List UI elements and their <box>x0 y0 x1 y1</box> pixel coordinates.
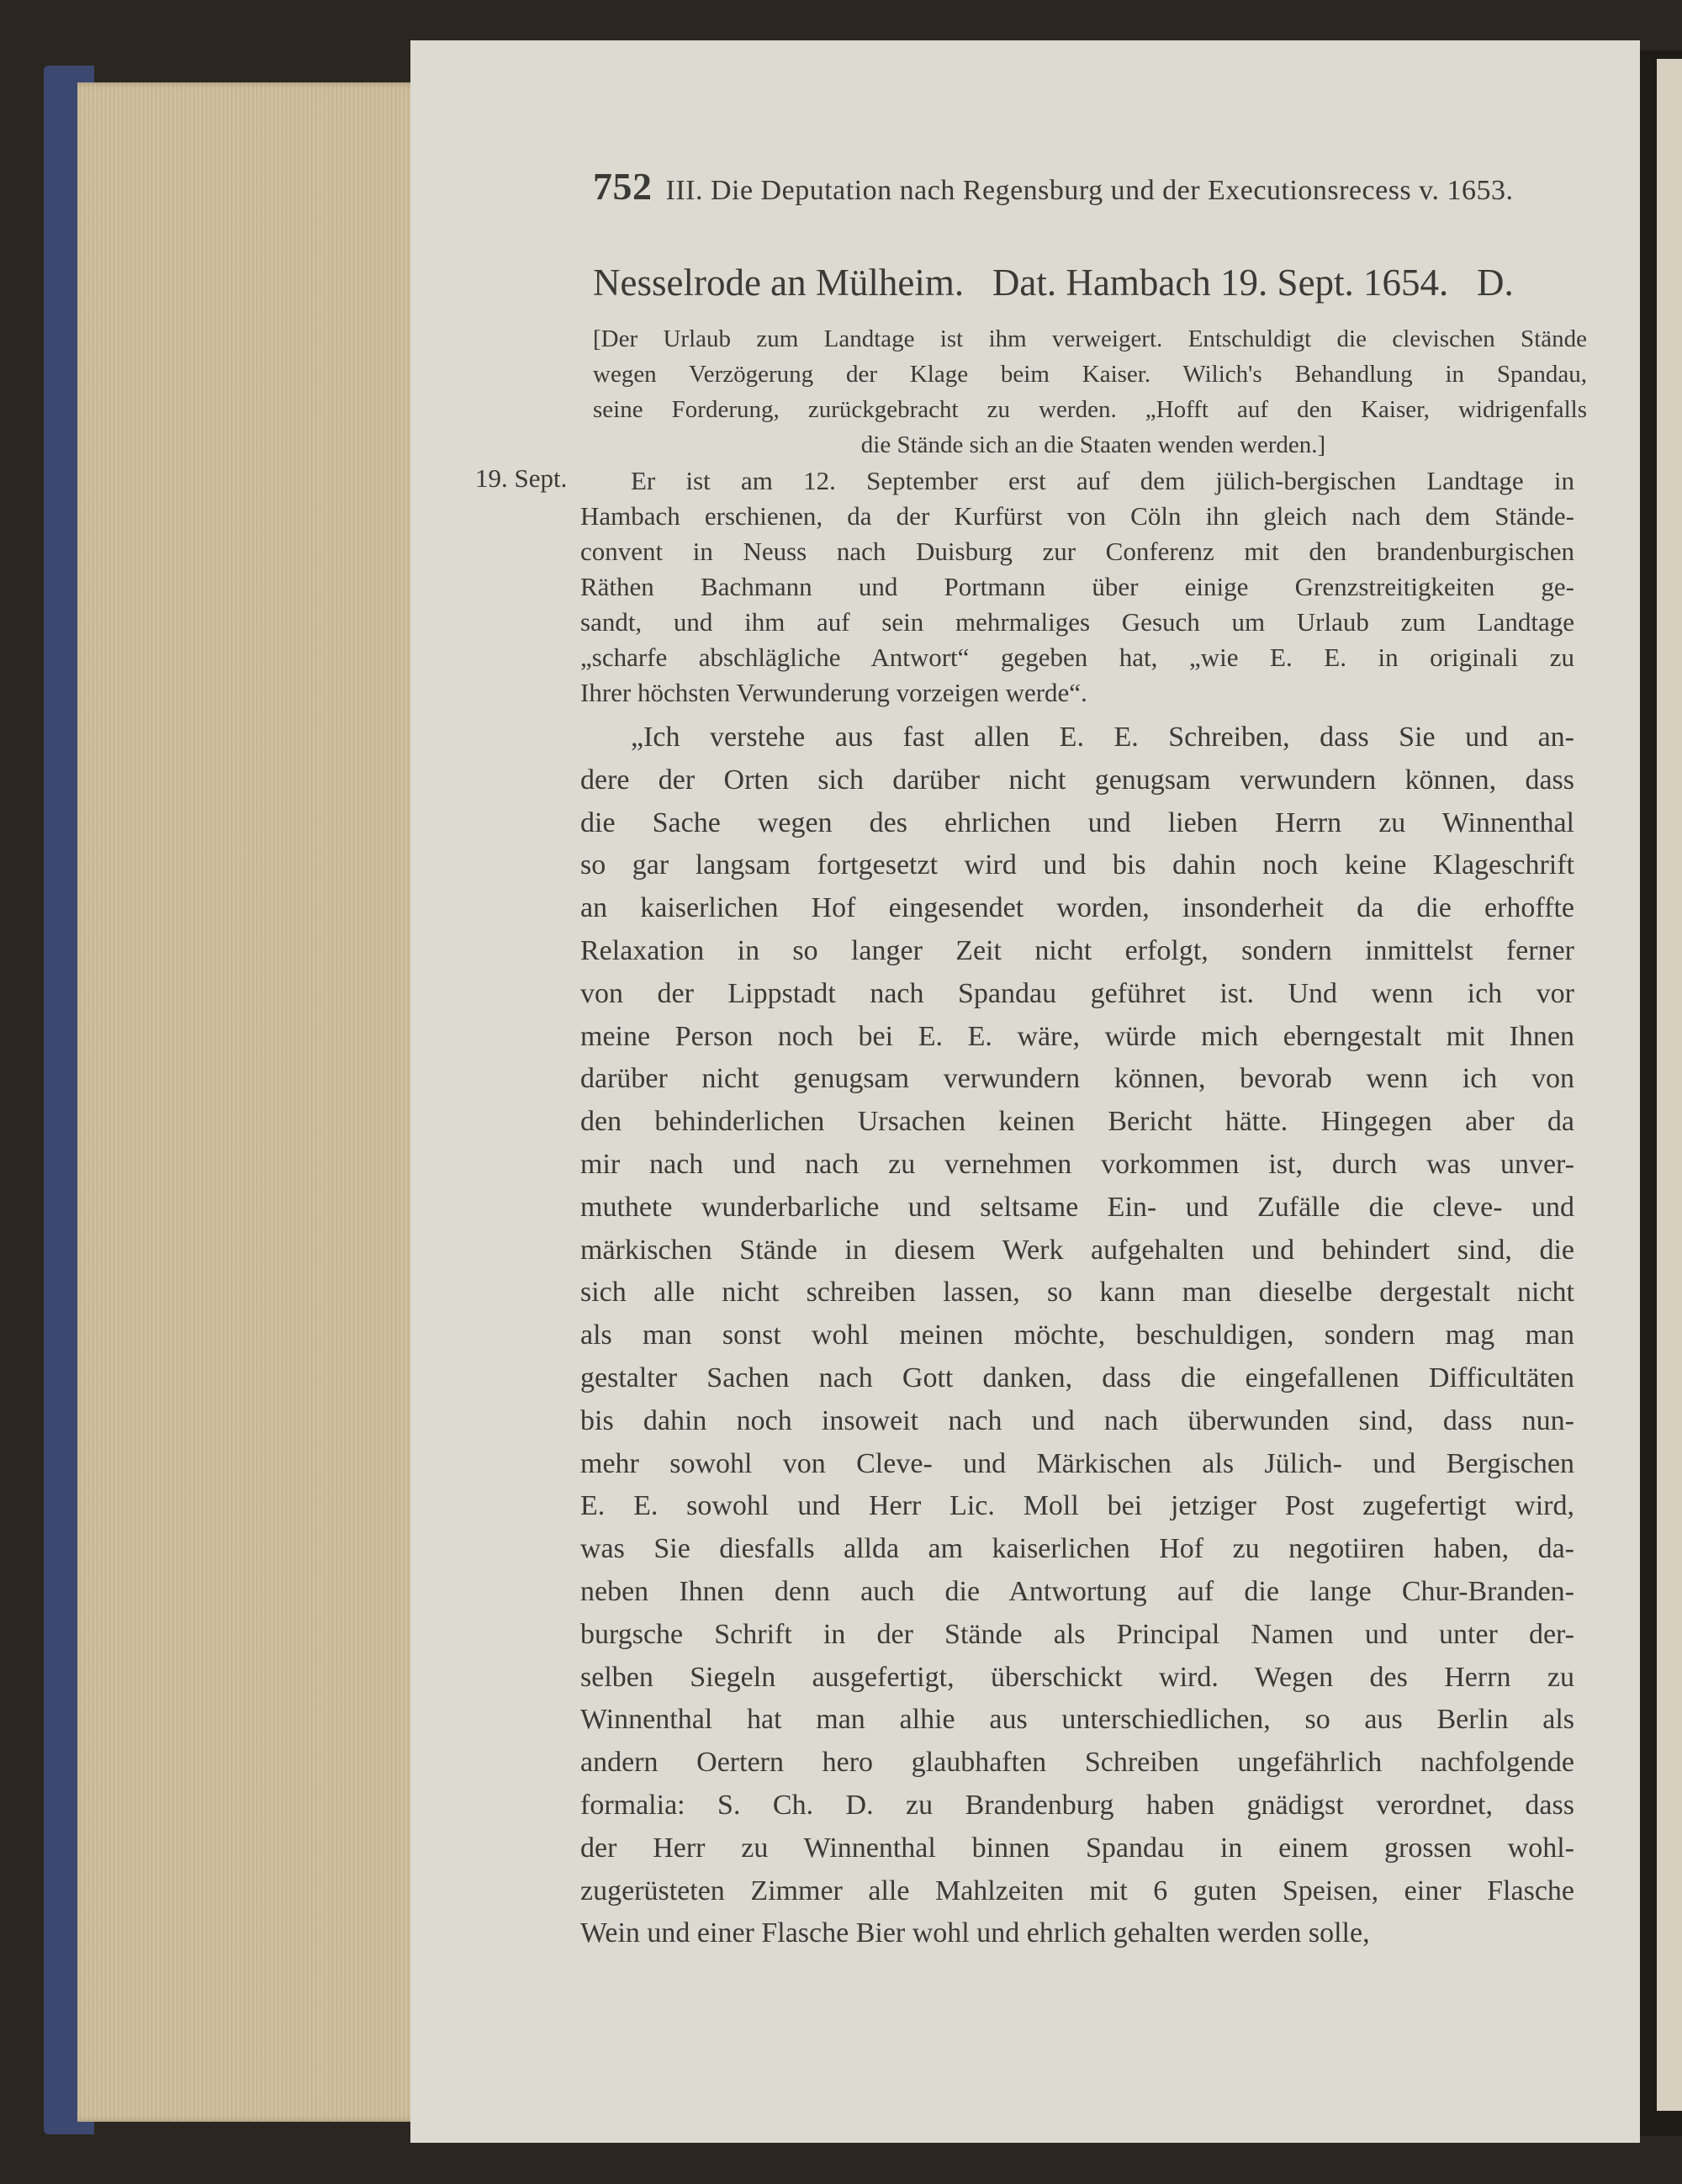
body-line: Wein und einer Flasche Bier wohl und ehrlich gehalten werden solle, <box>580 1917 1370 1949</box>
paragraph-line: Hambach erschienen, da der Kurfürst von Cöln ihn gleich nach dem Stände- <box>580 501 1574 531</box>
paragraph-line: Ihrer höchsten Verwunderung vorzeigen werde“. <box>580 678 1087 707</box>
body-line: Relaxation in so langer Zeit nicht erfolgt, sondern inmittelst ferner <box>580 934 1574 966</box>
body-line: der Herr zu Winnenthal binnen Spandau in einem grossen wohl- <box>580 1832 1574 1864</box>
summary-block <box>593 321 1594 463</box>
margin-date: 19. Sept. <box>475 463 568 493</box>
paragraph-line: sandt, und ihm auf sein mehrmaliges Gesuch um Urlaub zum Landtage <box>580 607 1574 637</box>
body-line: neben Ihnen denn auch die Antwortung auf die lange Chur-Branden- <box>580 1575 1574 1607</box>
body-line: Winnenthal hat man alhie aus unterschiedlichen, so aus Berlin als <box>580 1704 1574 1736</box>
summary-line: wegen Verzögerung der Klage beim Kaiser. Wilich's Behandlung in Spandau, <box>593 361 1587 388</box>
first-paragraph <box>580 463 1574 711</box>
paragraph-line: Räthen Bachmann und Portmann über einige Grenzstreitigkeiten ge- <box>580 572 1574 601</box>
paragraph-line: Er ist am 12. September erst auf dem jülich-bergischen Landtage in <box>631 466 1574 495</box>
facing-page-edge <box>1657 59 1682 2111</box>
summary-line: die Stände sich an die Staaten wenden werden.] <box>860 431 1326 458</box>
summary-line: [Der Urlaub zum Landtage ist ihm verweigert. Entschuldigt die clevischen Stände <box>593 325 1587 352</box>
paragraph-line: „scharfe abschlägliche Antwort“ gegeben hat, „wie E. E. in originali zu <box>580 643 1574 672</box>
body-line: andern Oertern hero glaubhaften Schreiben ungefährlich nachfolgende <box>580 1747 1574 1779</box>
body-line: meine Person noch bei E. E. wäre, würde mich eberngestalt mit Ihnen <box>580 1020 1574 1052</box>
body-line: als man sonst wohl meinen möchte, beschuldigen, sondern mag man <box>580 1319 1574 1351</box>
body-line: E. E. sowohl und Herr Lic. Moll bei jetziger Post zugefertigt wird, <box>580 1490 1574 1522</box>
quoted-letter-body <box>580 717 1574 1955</box>
body-line: die Sache wegen des ehrlichen und lieben Herrn zu Winnenthal <box>580 806 1574 838</box>
paragraph-line: convent in Neuss nach Duisburg zur Conferenz mit den brandenburgischen <box>580 537 1574 566</box>
body-line: märkischen Stände in diesem Werk aufgehalten und behindert sind, die <box>580 1234 1574 1266</box>
letter-title: Nesselrode an Mülheim. Dat. Hambach 19. Sept. 1654. D. <box>593 262 1514 304</box>
body-line: so gar langsam fortgesetzt wird und bis dahin noch keine Klageschrift <box>580 849 1574 881</box>
body-line: gestalter Sachen nach Gott danken, dass die eingefallenen Difficultäten <box>580 1362 1574 1393</box>
body-line: dere der Orten sich darüber nicht genugsam verwundern können, dass <box>580 764 1574 796</box>
body-line: zugerüsteten Zimmer alle Mahlzeiten mit 6 guten Speisen, einer Flasche <box>580 1875 1574 1906</box>
summary-line: seine Forderung, zurückgebracht zu werden. „Hofft auf den Kaiser, widrigenfalls <box>593 396 1587 423</box>
body-line: formalia: S. Ch. D. zu Brandenburg haben gnädigst verordnet, dass <box>580 1789 1574 1821</box>
page-block-edge <box>77 82 422 2122</box>
body-line: selben Siegeln ausgefertigt, überschickt wird. Wegen des Herrn zu <box>580 1661 1574 1693</box>
body-line: mir nach und nach zu vernehmen vorkommen ist, durch was unver- <box>580 1148 1574 1180</box>
body-line: darüber nicht genugsam verwundern können, bevorab wenn ich von <box>580 1063 1574 1095</box>
page-number: 752 <box>593 165 653 208</box>
body-line: an kaiserlichen Hof eingesendet worden, insonderheit da die erhoffte <box>580 892 1574 924</box>
body-line: den behinderlichen Ursachen keinen Bericht hätte. Hingegen aber da <box>580 1106 1574 1138</box>
body-line: „Ich verstehe aus fast allen E. E. Schreiben, dass Sie und an- <box>631 722 1574 753</box>
body-line: von der Lippstadt nach Spandau geführet ist. Und wenn ich vor <box>580 977 1574 1009</box>
body-line: muthete wunderbarliche und seltsame Ein- und Zufälle die cleve- und <box>580 1191 1574 1223</box>
body-line: bis dahin noch insoweit nach und nach überwunden sind, dass nun- <box>580 1404 1574 1436</box>
body-line: was Sie diesfalls allda am kaiserlichen Hof zu negotiiren haben, da- <box>580 1533 1574 1565</box>
running-title: III. Die Deputation nach Regensburg und der Executionsrecess v. 1653. <box>665 175 1514 206</box>
body-line: sich alle nicht schreiben lassen, so kann man dieselbe dergestalt nicht <box>580 1277 1574 1309</box>
body-line: burgsche Schrift in der Stände als Principal Namen und unter der- <box>580 1618 1574 1650</box>
running-header <box>593 164 1513 209</box>
body-line: mehr sowohl von Cleve- und Märkischen als Jülich- und Bergischen <box>580 1447 1574 1479</box>
